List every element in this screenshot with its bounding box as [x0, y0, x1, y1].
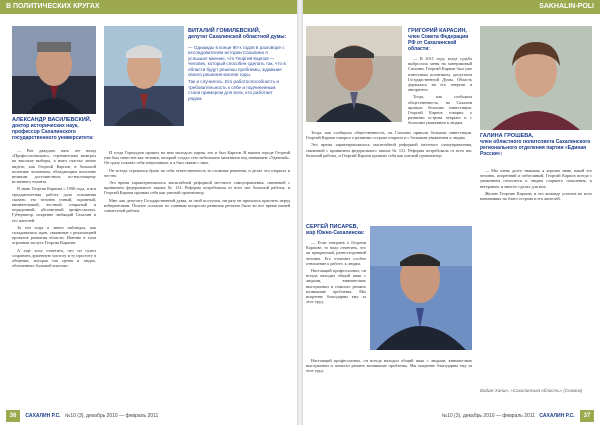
grosheva-para: Желаю Георгию Карпову и его команде успехов во всех начинаниях на благо острова и его жителей. [480, 190, 592, 202]
left-page [0, 0, 297, 425]
karasin-role: член Совета Федерации РФ от Сахалинской области: [408, 34, 469, 52]
section-header-left: В ПОЛИТИЧЕСКИХ КРУГАХ [0, 0, 297, 14]
karasin-para: Тогда, как сообщила общественность, на Сахалин пришли большие инвестиции. Георгий Карпов говорил о развитии острова открыто и с большим уважением к людям. [408, 94, 472, 126]
center-para: И тогда Горькуров прошел на нем молодого парня, это и был Карпов. В нашем городе Георгий уже был известен как человек, который создал сеть небольших магазинов под названием «Удачный». Он сразу показал себя энергичным, и я был связан с ним. [104, 150, 290, 166]
right-bottom-text [306, 358, 472, 404]
footer-left [0, 407, 297, 425]
page-number-left: 36 [6, 410, 20, 422]
center-para: Это время характеризовалось масштабной реформой местного самоуправления, связанной с принятием федерального закона № 131. Реформа потребовала от всех нас большой работы, и Георгий Карпов проявил себя как умелый организатор. [104, 180, 290, 196]
center-text [104, 150, 290, 404]
right-middle-text [306, 130, 472, 220]
issue-right: №10 (3), декабрь 2010 — февраль 2011 [441, 413, 536, 419]
footer-right [303, 407, 600, 425]
grosheva-photo [480, 26, 592, 130]
gomilevsky-name: ВИТАЛИЙ ГОМИЛЕВСКИЙ, [188, 28, 261, 34]
vasilevsky-para: За эти годы я лично наблюдал, как складывались идеи, связанные с реализацией проектов развития области. Именно в этом огромная заслуга Георгия Карпова. [12, 224, 96, 246]
pisarev-name: СЕРГЕЙ ПИСАРЕВ, [306, 224, 359, 230]
vasilevsky-para: Я знаю Георгия Карпова с 1990 года, и вся тридцатилетняя работа дала основания сказать: это человек умный, скромный, внимательный, честный, открытый и порядочный, абсолютный профессионал. Губернатор, искренне любящий Сахалин и его жителей. [12, 186, 96, 223]
gomilevsky-role: депутат Сахалинской областной думы: [188, 34, 287, 40]
pisarev-caption [306, 224, 366, 236]
vasilevsky-name: АЛЕКСАНДР ВАСИЛЕВСКИЙ, [12, 117, 92, 123]
gomilevsky-para: Так и случилось. Его работоспособность и требовательность к себе и подчиненным стали примером для всех, кто работает рядом. [188, 79, 279, 101]
page-number-right: 37 [580, 410, 594, 422]
pisarev-role: мэр Южно-Сахалинска: [306, 230, 365, 236]
vasilevsky-text [12, 148, 96, 403]
magazine-title-right: САХАЛИН Р.С. [539, 413, 575, 419]
gomilevsky-caption [188, 28, 288, 40]
grosheva-name: ГАЛИНА ГРОШЕВА, [480, 133, 534, 139]
photo-credit: Вадим Ханин, «Сахалинская область» (Снимок) [480, 388, 583, 393]
magazine-title-left: САХАЛИН Р.С. [25, 413, 61, 419]
vasilevsky-para: — Вот двадцать пять лет назад «Профессионально», стремительно выиграл на высокие выборы, я имел счастье лично видеть, как Георгий Карпов, в большой политике человеком, обладающим поистине великим достоинством, по-настоящему истинного таланта. [12, 148, 96, 185]
center-para: Мне, как депутату Государственной думы, за свой поступок, ни разу не пришлось краснеть перед избирателями. Полное согласие по главным вопросам развития региона было во все время нашей совместной работы. [104, 197, 290, 214]
karasin-para: Тогда, как сообщила общественность, на Сахалин пришли большие инвестиции. Георгий Карпов говорил о развитии острова открыто и с большим уважением к людям. [306, 130, 472, 141]
pisarev-para: Настоящий профессионал, он всегда находил общий язык с людьми, внимательно выслушивал и помогал решить возникшие проблемы. Мы искренне благодарны ему за этот труд. [306, 358, 472, 374]
grosheva-para: — Мы очень долго знакомы, я хорошо знаю, какой это человек, искренний и заботливый. Георгий Карпов всегда с уважением относится к людям старшего поколения, к ветеранам, и многое сделал для них. [480, 168, 592, 189]
vasilevsky-photo [12, 26, 96, 114]
gomilevsky-photo [104, 26, 184, 126]
gomilevsky-quote [188, 45, 288, 145]
pisarev-para: — Если говорить о Георгии Карпове, то надо отметить, что он прекрасный, разносторонний человек. Его отличает особое отношение к работе, к людям. [306, 240, 366, 266]
karasin-photo [306, 26, 402, 122]
pisarev-para: Настоящий профессионал, он всегда находил общий язык с людьми, внимательно выслушивал и помогал решить возникшие проблемы. Мы искренне благодарны ему за этот труд. [306, 268, 366, 305]
pisarev-text [306, 240, 366, 360]
grosheva-role: член областного политсовета Сахалинского регионального отделения партии «Единая Россия»: [480, 139, 591, 157]
center-para: Он всегда стремился брать на себя ответственность за сложные решения, и делал это открыто и честно. [104, 167, 290, 178]
gomilevsky-para: — Однажды в конце 90-х годов в разговоре с исследователем истории Сахалина я услышал мнение, что Георгий Карпов — человек, который способен сделать так, что в области будут решены проблемы, ждавшие своего решения многие годы. [188, 45, 286, 78]
karasin-name: ГРИГОРИЙ КАРАСИН, [408, 28, 467, 34]
karasin-para: — В 2011 году, когда судьба выбросила меня на материковый Сахалин, Георгий Карпов был уже известным политиком, депутатом Государственной Думы. Область держалась на его энергии и авторитете. [408, 56, 472, 93]
section-header-right: SAKHALIN-POLI [303, 0, 600, 14]
vasilevsky-role: доктор исторических наук, профессор Сахалинского государственного университета: [12, 123, 94, 141]
pisarev-photo [370, 226, 472, 350]
center-para: Это время характеризовалось масштабной реформой местного самоуправления, связанной с принятием федерального закона № 131. Реформа потребовала от всех нас большой работы, и Георгий Карпов проявил себя как умелый организатор. [306, 142, 472, 158]
grosheva-text [480, 168, 592, 384]
vasilevsky-caption [12, 117, 96, 141]
vasilevsky-para: А еще хочу отметить, что он сумел сохранить душевную чистоту и ту простоту в общении, которая так ценна в людях, обличенных большой властью. [12, 247, 96, 269]
karasin-caption [408, 28, 472, 52]
issue-left: №10 (3), декабрь 2010 — февраль 2011 [64, 413, 159, 419]
grosheva-caption [480, 133, 592, 157]
